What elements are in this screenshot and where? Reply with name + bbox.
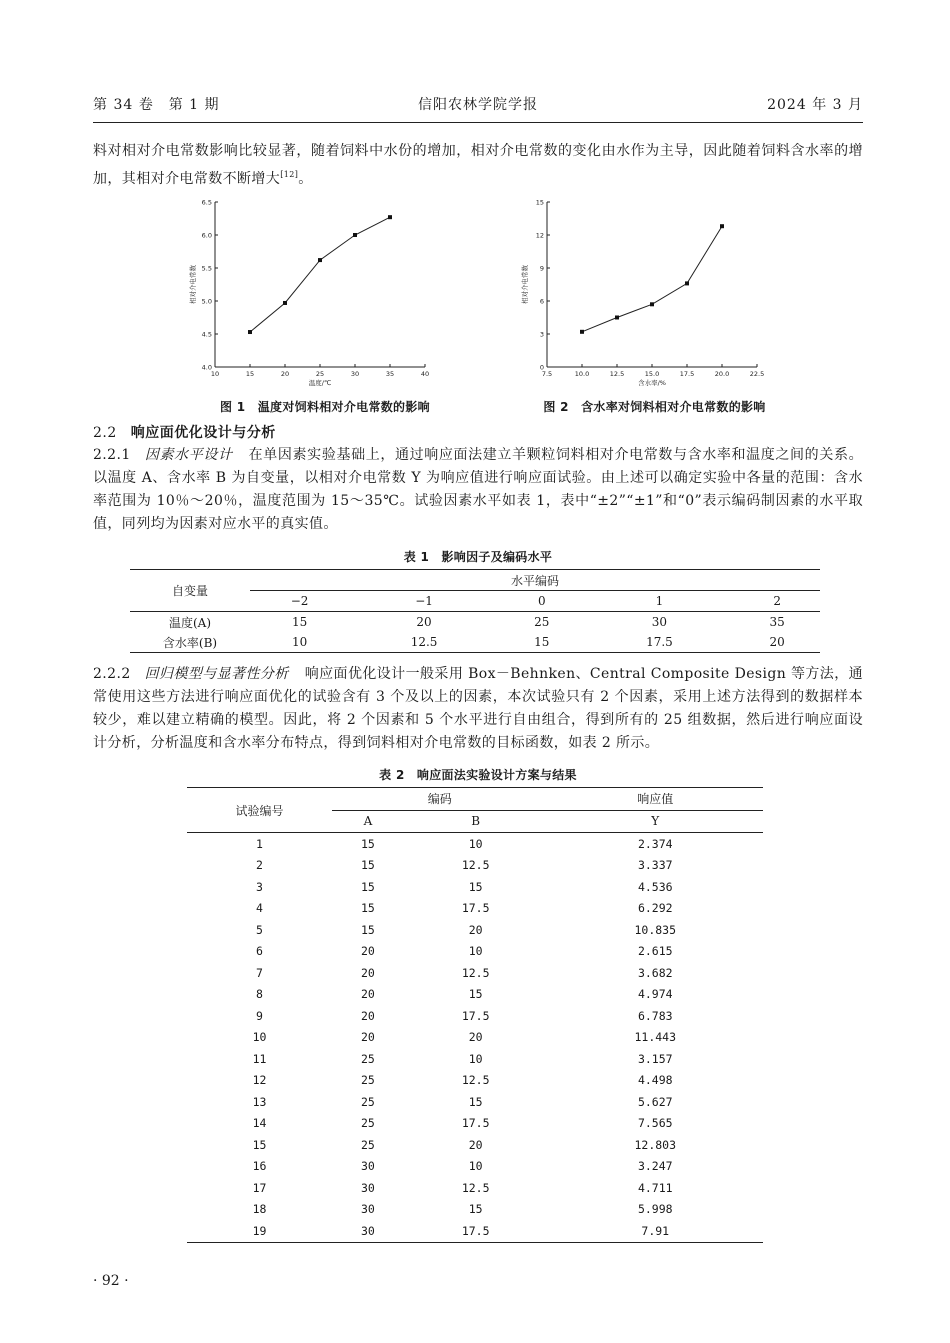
table-2 xyxy=(187,787,763,1243)
figure-2-chart xyxy=(517,196,767,396)
header-rule xyxy=(93,122,863,123)
paragraph-text: 响应面优化设计一般采用 Box－Behnken、Central Composite Design 等方法，通常使用这些方法进行响应面优化的试验含有 3 个及以上的因素，本次试验只有 2 个因素，采用上述方法得到的数据样本较少，难以建立精确的模型。因此，将 2 个因素和 5 个水平进行自由组合，得到所有的 25 组数据，然后进行响应面设计分析，分析温度和含水率分布特点，得到饲料相对介电常数的目标函数，如表 2 所示。 xyxy=(93,666,864,751)
table-cell: 4.711 xyxy=(637,1180,673,1195)
y-axis-label: 相对介电常数 xyxy=(189,265,197,304)
table-cell: 35 xyxy=(769,615,785,629)
table-cell: 11.443 xyxy=(634,1030,677,1045)
data-point xyxy=(318,258,322,262)
table-cell: 15 xyxy=(291,615,308,629)
table-cell: 12.5 xyxy=(410,635,438,649)
table-row xyxy=(187,1177,763,1199)
y-tick-label: 6.0 xyxy=(201,231,212,240)
x-tick-label: 15 xyxy=(245,370,255,378)
table-cell: 30 xyxy=(361,1159,375,1174)
subsection-heading: 回归模型与显著性分析 xyxy=(144,666,289,682)
level-header: 2 xyxy=(773,594,781,608)
table-cell: 2 xyxy=(256,858,263,873)
table-row xyxy=(187,855,763,877)
table-cell: 2.615 xyxy=(637,944,673,959)
table-cell: 20 xyxy=(468,1137,483,1152)
table-cell: 15 xyxy=(468,1094,483,1109)
table-row xyxy=(187,1156,763,1178)
table-cell: 15 xyxy=(468,879,483,894)
x-tick-label: 17.5 xyxy=(679,370,695,378)
table-row xyxy=(187,919,763,941)
x-tick-label: 10.0 xyxy=(574,370,590,378)
table-cell: 4.498 xyxy=(637,1073,673,1088)
table-row xyxy=(187,876,763,898)
paragraph-text: 在单因素实验基础上，通过响应面法建立羊颗粒饲料相对介电常数与含水率和温度之间的关系。以温度 A、含水率 B 为自变量，以相对介电常数 Y 为响应值进行响应面试验。由上述可以确定实验中各量的范围：含水率范围为 10％～20％，温度范围为 15～35℃。试验因素水平如表 1，表中“±2”“±1”和“0”表示编码制因素的水平取值，同列均为因素对应水平的真实值。 xyxy=(93,447,863,532)
table-cell: 15 xyxy=(361,922,375,937)
level-header: −1 xyxy=(415,594,433,608)
table-cell: 14 xyxy=(252,1116,267,1131)
intro-end: 。 xyxy=(298,171,313,187)
data-point xyxy=(283,301,287,305)
table-cell: 30 xyxy=(361,1202,375,1217)
subsection-number: 2.2.2 xyxy=(93,666,131,682)
data-point xyxy=(685,281,689,285)
data-point xyxy=(388,215,392,219)
table-cell: 20 xyxy=(361,944,375,959)
subsection-number: 2.2.1 xyxy=(93,447,131,463)
series-line xyxy=(250,217,390,332)
table-cell: 25 xyxy=(361,1137,375,1152)
level-header: 1 xyxy=(655,594,664,608)
table-cell: 4 xyxy=(256,901,263,916)
section-number: 2.2 xyxy=(93,425,117,441)
table-cell: 3.337 xyxy=(637,858,673,873)
table-cell: 5 xyxy=(256,922,263,937)
y-tick-label: 12 xyxy=(535,231,544,240)
table-row xyxy=(130,632,820,653)
header-level-code: 水平编码 xyxy=(250,570,820,591)
table-cell: 13 xyxy=(252,1094,267,1109)
table-cell: 17.5 xyxy=(461,1223,490,1238)
table-1 xyxy=(130,569,820,653)
table-cell: 20 xyxy=(468,1030,483,1045)
table-row xyxy=(130,612,820,633)
y-tick-label: 6 xyxy=(539,297,544,306)
level-header: −2 xyxy=(290,594,309,608)
table-cell: 9 xyxy=(256,1008,263,1023)
table-cell: 15 xyxy=(361,879,375,894)
x-tick-label: 22.5 xyxy=(749,370,765,378)
table-cell: 19 xyxy=(252,1223,267,1238)
paragraph-2-2-2 xyxy=(93,663,863,755)
header-a: A xyxy=(363,814,373,829)
table-cell: 25 xyxy=(361,1094,375,1109)
table-cell: 6.292 xyxy=(637,901,673,916)
table-row xyxy=(187,833,763,855)
y-tick-label: 3 xyxy=(539,330,544,339)
data-point xyxy=(650,302,654,306)
page-number: · 92 · xyxy=(93,1273,129,1289)
header-trial-no: 试验编号 xyxy=(235,803,284,818)
table-cell: 3.682 xyxy=(637,965,673,980)
table-cell: 15 xyxy=(468,987,483,1002)
table-row xyxy=(187,1199,763,1221)
table-row xyxy=(187,1220,763,1242)
table-cell: 30 xyxy=(651,615,668,629)
y-tick-label: 15 xyxy=(535,198,544,207)
table-cell: 7.565 xyxy=(637,1116,673,1131)
y-tick-label: 6.5 xyxy=(201,198,212,207)
x-tick-label: 20 xyxy=(280,370,290,378)
row-label: 温度(A) xyxy=(168,615,212,630)
table-row xyxy=(187,1048,763,1070)
x-tick-label: 40 xyxy=(420,370,430,378)
table-cell: 5.627 xyxy=(637,1094,673,1109)
header-response: 响应值 xyxy=(548,788,763,811)
table-cell: 6 xyxy=(256,944,263,959)
table-cell: 20 xyxy=(468,922,483,937)
table-cell: 15 xyxy=(534,635,550,649)
table-cell: 5.998 xyxy=(637,1202,673,1217)
y-tick-label: 5.0 xyxy=(201,297,212,306)
table-cell: 6.783 xyxy=(637,1008,673,1023)
table-row xyxy=(187,1070,763,1092)
x-axis-label: 含水率/% xyxy=(638,379,666,387)
x-tick-label: 35 xyxy=(385,370,395,378)
table-cell: 11 xyxy=(252,1051,267,1066)
table-cell: 10 xyxy=(468,1051,483,1066)
table-cell: 10 xyxy=(468,836,483,851)
table-cell: 15 xyxy=(361,901,375,916)
section-heading: 响应面优化设计与分析 xyxy=(130,425,276,441)
table-row xyxy=(187,1005,763,1027)
table-row xyxy=(187,941,763,963)
x-tick-label: 15.0 xyxy=(644,370,660,378)
x-tick-label: 20.0 xyxy=(714,370,730,378)
table-row xyxy=(187,1027,763,1049)
table-1-caption: 表 1 影响因子及编码水平 xyxy=(403,550,553,564)
table-cell: 10 xyxy=(468,1159,483,1174)
table-cell: 20 xyxy=(769,635,785,649)
series-line xyxy=(582,226,722,332)
data-point xyxy=(615,316,619,320)
table-cell: 25 xyxy=(361,1051,375,1066)
table-cell: 3.157 xyxy=(637,1051,673,1066)
table-cell: 3 xyxy=(256,879,263,894)
table-cell: 10 xyxy=(252,1030,267,1045)
table-cell: 30 xyxy=(361,1180,375,1195)
table-cell: 8 xyxy=(256,987,263,1002)
table-cell: 17 xyxy=(252,1180,267,1195)
data-point xyxy=(580,330,584,334)
table-cell: 10 xyxy=(291,635,308,649)
table-row xyxy=(187,1134,763,1156)
table-cell: 17.5 xyxy=(461,1116,490,1131)
table-cell: 30 xyxy=(361,1223,375,1238)
subsection-heading: 因素水平设计 xyxy=(144,447,233,463)
table-row xyxy=(187,898,763,920)
table-cell: 4.974 xyxy=(637,987,673,1002)
table-row xyxy=(187,1113,763,1135)
table-cell: 20 xyxy=(361,987,375,1002)
table-cell: 4.536 xyxy=(637,879,673,894)
citation: [12] xyxy=(280,170,299,179)
table-cell: 15 xyxy=(361,836,375,851)
y-tick-label: 9 xyxy=(539,264,544,273)
table-cell: 15 xyxy=(361,858,375,873)
paragraph-2-2-1 xyxy=(93,444,863,536)
x-tick-label: 25 xyxy=(315,370,325,378)
header-variable: 自变量 xyxy=(171,584,208,598)
x-axis-label: 温度/℃ xyxy=(308,379,332,387)
table-cell: 12.5 xyxy=(461,965,490,980)
x-tick-label: 7.5 xyxy=(541,370,553,378)
data-point xyxy=(248,330,252,334)
table-cell: 25 xyxy=(534,615,550,629)
table-cell: 12.5 xyxy=(461,858,490,873)
header-y: Y xyxy=(651,814,660,829)
table-cell: 25 xyxy=(361,1073,375,1088)
table-cell: 12.5 xyxy=(461,1180,490,1195)
header-code: 编码 xyxy=(332,788,548,811)
table-cell: 15 xyxy=(468,1202,483,1217)
level-header: 0 xyxy=(537,594,546,608)
y-tick-label: 4.0 xyxy=(201,363,212,372)
section-title-2-2 xyxy=(93,422,276,442)
data-point xyxy=(720,224,724,228)
data-point xyxy=(353,233,357,237)
y-tick-label: 4.5 xyxy=(201,330,212,339)
header-b: B xyxy=(471,814,481,829)
table-row xyxy=(187,984,763,1006)
figure-2-caption: 图 2 含水率对饲料相对介电常数的影响 xyxy=(543,400,766,414)
table-2-caption: 表 2 响应面法实验设计方案与结果 xyxy=(379,768,577,782)
header-volume: 第 34 卷 第 1 期 xyxy=(93,97,220,113)
table-cell: 17.5 xyxy=(461,1008,490,1023)
y-tick-label: 5.5 xyxy=(201,264,212,273)
table-cell: 15 xyxy=(252,1137,267,1152)
figure-1-caption: 图 1 温度对饲料相对介电常数的影响 xyxy=(220,400,430,414)
table-cell: 20 xyxy=(416,615,432,629)
table-cell: 17.5 xyxy=(646,635,673,649)
intro-paragraph xyxy=(93,140,863,191)
table-cell: 12.803 xyxy=(634,1137,677,1152)
table-row xyxy=(187,962,763,984)
table-cell: 2.374 xyxy=(637,836,673,851)
table-cell: 18 xyxy=(252,1202,267,1217)
table-cell: 3.247 xyxy=(637,1159,673,1174)
table-cell: 7.91 xyxy=(641,1223,670,1238)
table-cell: 1 xyxy=(256,836,263,851)
table-cell: 12.5 xyxy=(461,1073,490,1088)
row-label: 含水率(B) xyxy=(162,635,218,650)
x-tick-label: 10 xyxy=(210,370,220,378)
figure-1-chart xyxy=(185,196,435,396)
header-date: 2024 年 3 月 xyxy=(767,97,863,113)
table-cell: 20 xyxy=(361,1030,375,1045)
header-journal: 信阳农林学院学报 xyxy=(418,97,538,113)
table-cell: 7 xyxy=(256,965,263,980)
table-cell: 10.835 xyxy=(634,922,677,937)
table-cell: 12 xyxy=(252,1073,267,1088)
x-tick-label: 30 xyxy=(350,370,360,378)
intro-text: 料对相对介电常数影响比较显著，随着饲料中水份的增加，相对介电常数的变化由水作为主导，因此随着饲料含水率的增加，其相对介电常数不断增大 xyxy=(93,143,863,187)
table-cell: 20 xyxy=(361,1008,375,1023)
y-tick-label: 0 xyxy=(539,363,544,372)
table-cell: 25 xyxy=(361,1116,375,1131)
y-axis-label: 相对介电常数 xyxy=(521,265,529,304)
table-cell: 20 xyxy=(361,965,375,980)
table-cell: 17.5 xyxy=(461,901,490,916)
running-header xyxy=(93,94,863,116)
table-cell: 16 xyxy=(252,1159,267,1174)
x-tick-label: 12.5 xyxy=(609,370,625,378)
table-cell: 10 xyxy=(468,944,483,959)
table-row xyxy=(187,1091,763,1113)
